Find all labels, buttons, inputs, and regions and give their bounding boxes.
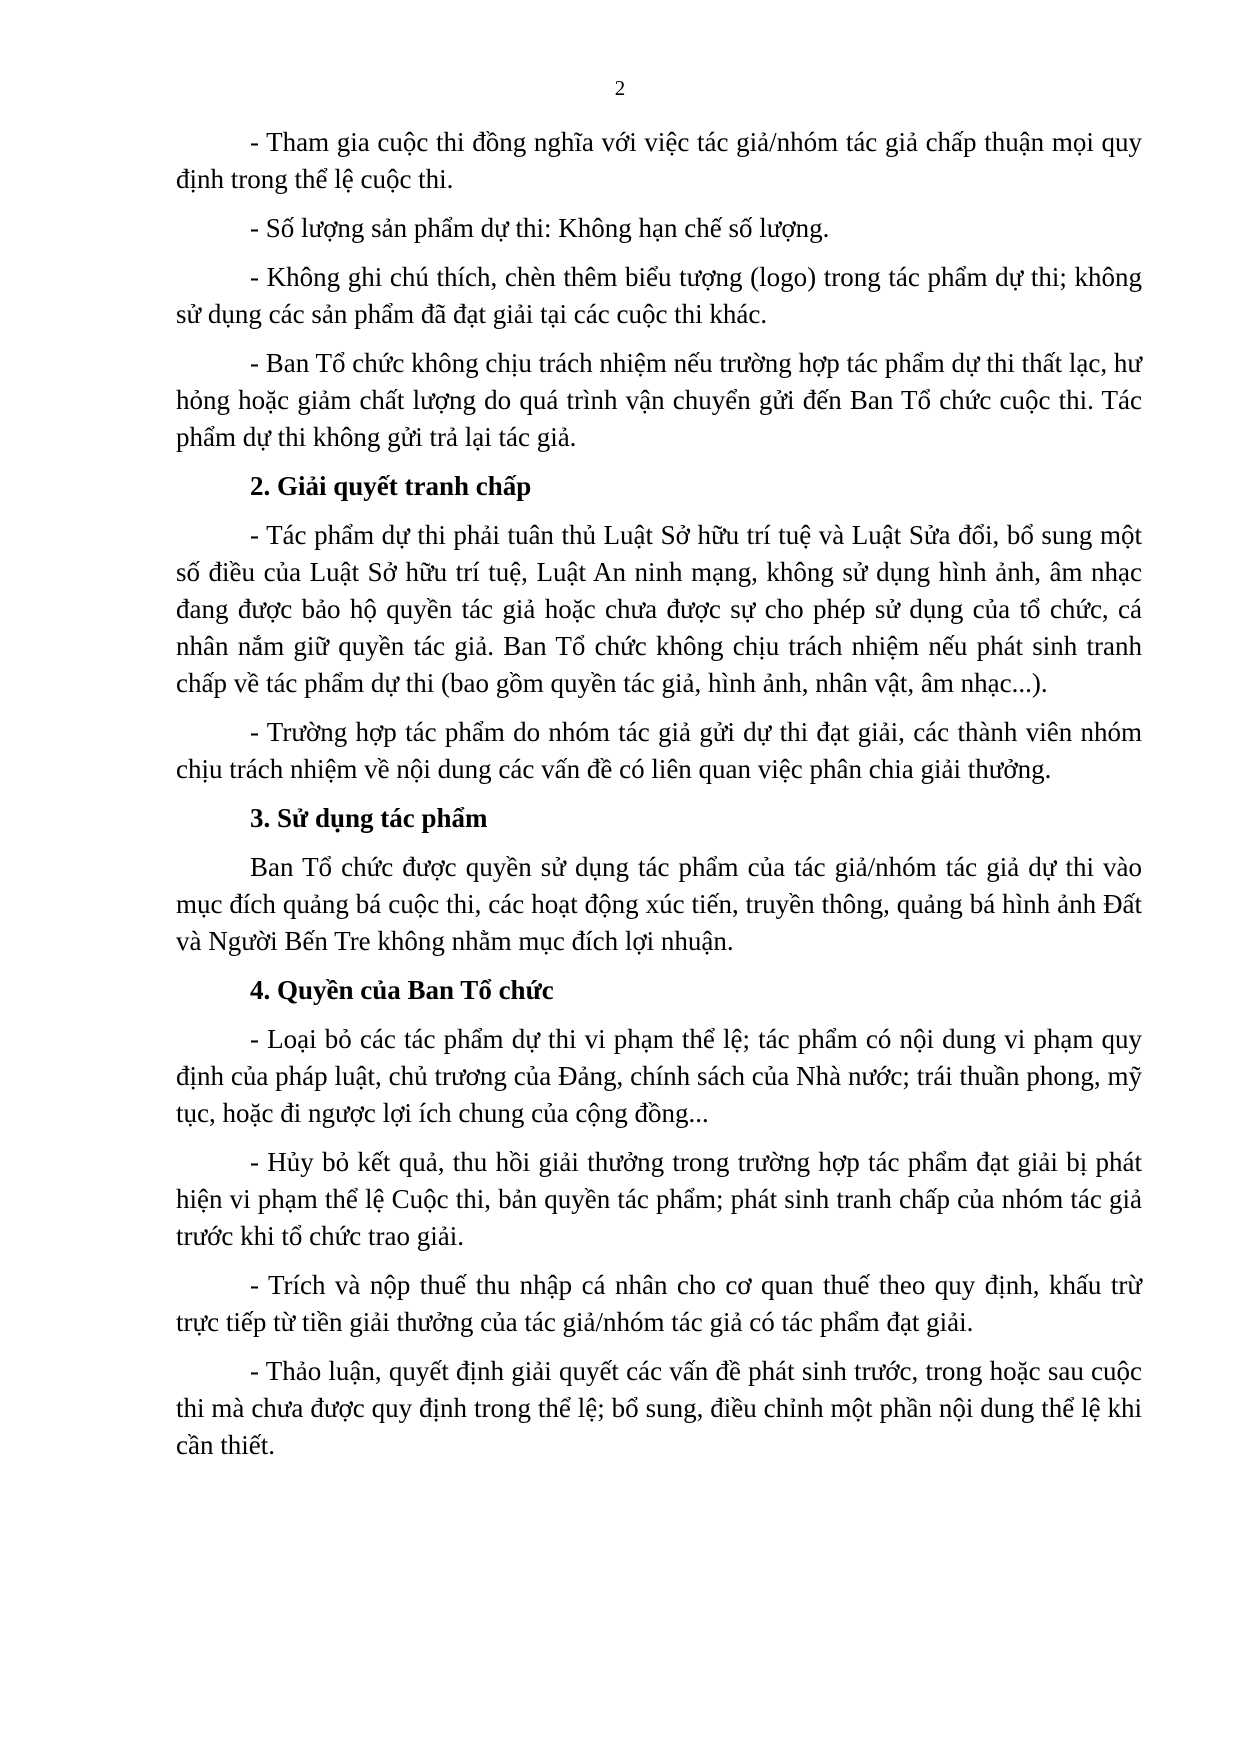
section-heading-usage: 3. Sử dụng tác phẩm	[250, 803, 488, 833]
paragraph-participation-terms: - Tham gia cuộc thi đồng nghĩa với việc tác giả/nhóm tác giả chấp thuận mọi quy định trong thể lệ cuộc thi.	[176, 127, 1142, 194]
paragraph-disqualify: - Loại bỏ các tác phẩm dự thi vi phạm thể lệ; tác phẩm có nội dung vi phạm quy định của pháp luật, chủ trương của Đảng, chính sách của Nhà nước; trái thuần phong, mỹ tục, hoặc đi ngược lợi ích chung của cộng đồng...	[176, 1024, 1142, 1128]
paragraph-copyright-compliance: - Tác phẩm dự thi phải tuân thủ Luật Sở hữu trí tuệ và Luật Sửa đổi, bổ sung một số điều của Luật Sở hữu trí tuệ, Luật An ninh mạng, không sử dụng hình ảnh, âm nhạc đang được bảo hộ quyền tác giả hoặc chưa được sự cho phép sử dụng của tổ chức, cá nhân nắm giữ quyền tác giả. Ban Tổ chức không chịu trách nhiệm nếu phát sinh tranh chấp về tác phẩm dự thi (bao gồm quyền tác giả, hình ảnh, nhân vật, âm nhạc...).	[176, 520, 1142, 698]
paragraph-no-logo: - Không ghi chú thích, chèn thêm biểu tượng (logo) trong tác phẩm dự thi; không sử dụng các sản phẩm đã đạt giải tại các cuộc thi khác.	[176, 262, 1142, 329]
paragraph-usage-rights: Ban Tổ chức được quyền sử dụng tác phẩm của tác giả/nhóm tác giả dự thi vào mục đích quảng bá cuộc thi, các hoạt động xúc tiến, truyền thông, quảng bá hình ảnh Đất và Người Bến Tre không nhằm mục đích lợi nhuận.	[176, 852, 1142, 956]
document-body	[176, 124, 1142, 1476]
section-heading-organizer-rights: 4. Quyền của Ban Tổ chức	[250, 975, 554, 1005]
paragraph-group-prize: - Trường hợp tác phẩm do nhóm tác giả gửi dự thi đạt giải, các thành viên nhóm chịu trách nhiệm về nội dung các vấn đề có liên quan việc phân chia giải thưởng.	[176, 717, 1142, 784]
paragraph-liability: - Ban Tổ chức không chịu trách nhiệm nếu trường hợp tác phẩm dự thi thất lạc, hư hỏng hoặc giảm chất lượng do quá trình vận chuyển gửi đến Ban Tổ chức cuộc thi. Tác phẩm dự thi không gửi trả lại tác giả.	[176, 348, 1142, 452]
page-number: 2	[614, 76, 626, 100]
section-heading-dispute: 2. Giải quyết tranh chấp	[250, 471, 532, 501]
paragraph-amendments: - Thảo luận, quyết định giải quyết các vấn đề phát sinh trước, trong hoặc sau cuộc thi mà chưa được quy định trong thể lệ; bổ sung, điều chỉnh một phần nội dung thể lệ khi cần thiết.	[176, 1356, 1142, 1460]
paragraph-revoke-prize: - Hủy bỏ kết quả, thu hồi giải thưởng trong trường hợp tác phẩm đạt giải bị phát hiện vi phạm thể lệ Cuộc thi, bản quyền tác phẩm; phát sinh tranh chấp của nhóm tác giả trước khi tổ chức trao giải.	[176, 1147, 1142, 1251]
paragraph-tax: - Trích và nộp thuế thu nhập cá nhân cho cơ quan thuế theo quy định, khấu trừ trực tiếp từ tiền giải thưởng của tác giả/nhóm tác giả có tác phẩm đạt giải.	[176, 1270, 1142, 1337]
paragraph-entry-quantity: - Số lượng sản phẩm dự thi: Không hạn chế số lượng.	[250, 213, 830, 243]
